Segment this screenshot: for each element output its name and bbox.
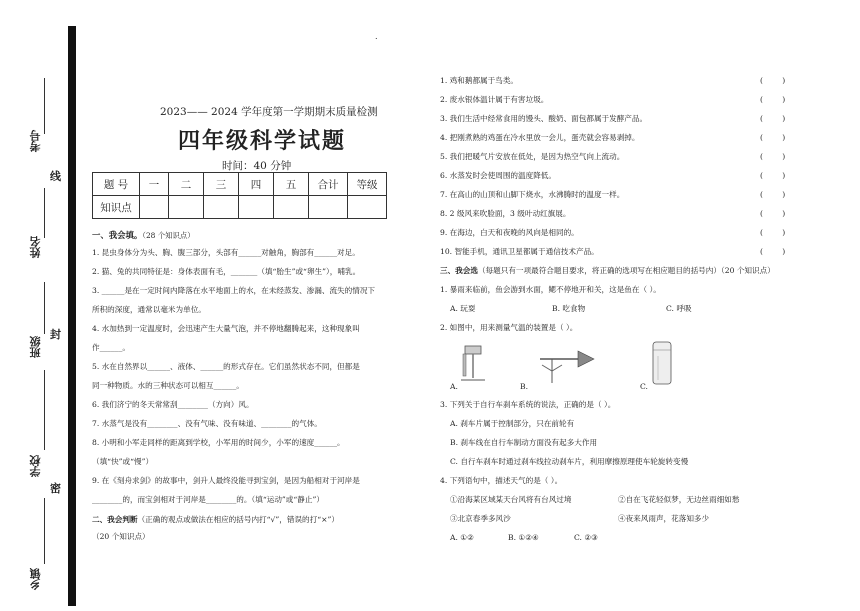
- table-cell: 一: [140, 173, 169, 196]
- table-cell: 四: [239, 173, 274, 196]
- exam-time: 时间：40 分钟: [222, 160, 292, 172]
- fill-question: 同一种物质。水的三种状态可以相互______。: [92, 381, 244, 390]
- wind-vane-figure: [530, 345, 600, 385]
- fill-question: 9. 在《刻舟求剑》的故事中，剑升人最终没能寻到宝剑，是因为船相对于河岸是: [92, 476, 360, 485]
- section2-note: （正确的观点或做法在相应的括号内打“√”，错误的打“×”）: [137, 515, 339, 524]
- exam-number-label: 考号: [29, 130, 42, 152]
- choice-statement: ③北京春季多风沙: [450, 514, 511, 523]
- judge-item: 5. 我们把暖气片安放在低处，是因为热空气向上流动。: [440, 152, 625, 161]
- section1-title: 一、我会填。: [92, 230, 143, 240]
- table-cell: 五: [274, 173, 309, 196]
- score-input-cell[interactable]: [204, 196, 239, 219]
- judge-item: 4. 把刚煮熟的鸡蛋在冷水里放一会儿，蛋壳就会容易剥掉。: [440, 133, 640, 142]
- name-line: [44, 188, 45, 238]
- section3-note: （每题只有一项最符合题目要求，将正确的选项写在相应题目的括号内）（20 个知识点）: [477, 266, 775, 275]
- section3-title: 三、我会选: [440, 266, 478, 275]
- exam-number-line: [44, 78, 45, 134]
- figure-label: C.: [640, 382, 648, 391]
- judge-item: 10. 智能手机，通讯卫星都属于通信技术产品。: [440, 247, 599, 256]
- score-input-cell[interactable]: [274, 196, 309, 219]
- figure-label: B.: [520, 382, 528, 391]
- school-line: [44, 370, 45, 450]
- section2-note2: （20 个知识点）: [92, 532, 150, 541]
- score-input-cell[interactable]: [309, 196, 348, 219]
- score-input-cell[interactable]: [140, 196, 169, 219]
- choice-option: B. 刹车线在自行车制动方面没有起多大作用: [450, 438, 598, 447]
- fill-question: 5. 水在自然界以______、液体、______的形式存在。它们虽然状态不同，但都是: [92, 362, 360, 371]
- section1-note: （28 个知识点）: [142, 231, 195, 240]
- fill-question: 作______。: [92, 343, 130, 352]
- choice-option: C. ②③: [574, 533, 598, 542]
- choice-question: 2. 如图中，用来测量气温的装置是（ ）。: [440, 323, 578, 332]
- class-line: [44, 282, 45, 334]
- judge-item: 9. 在海边，白天和夜晚的风向是相同的。: [440, 228, 579, 237]
- choice-option: C. 呼吸: [666, 304, 692, 313]
- judge-item: 8. 2 级风来吹脸面，3 级叶动红旗展。: [440, 209, 571, 218]
- binding-bar: [68, 26, 76, 606]
- fill-question: 6. 我们济宁的冬天常常刮________（方向）风。: [92, 400, 254, 409]
- score-input-cell[interactable]: [239, 196, 274, 219]
- choice-option: B. 吃食物: [552, 304, 586, 313]
- page-title: 四年级科学试题: [178, 129, 347, 154]
- section2-title: 二、我会判断: [92, 515, 138, 524]
- answer-paren[interactable]: ( ): [760, 228, 786, 237]
- answer-paren[interactable]: ( ): [760, 209, 786, 218]
- township-line: [44, 498, 45, 564]
- table-cell: 三: [204, 173, 239, 196]
- answer-paren[interactable]: ( ): [760, 95, 786, 104]
- fill-question: 7. 水蒸气是没有________、没有气味、没有味道、________的气体。: [92, 419, 322, 428]
- choice-statement: ④夜来风雨声，花落知多少: [618, 514, 710, 523]
- rain-gauge-figure: [650, 338, 674, 388]
- answer-paren[interactable]: ( ): [760, 76, 786, 85]
- seal-char-line: 线: [50, 170, 61, 183]
- score-input-cell[interactable]: [169, 196, 204, 219]
- judge-item: 1. 鸡和鹅都属于鸟类。: [440, 76, 519, 85]
- answer-paren[interactable]: ( ): [760, 114, 786, 123]
- table-cell: 题 号: [93, 173, 140, 196]
- choice-option: A. 刹车片属于控制部分，只在前轮有: [450, 419, 575, 428]
- table-cell: 二: [169, 173, 204, 196]
- choice-option: A. 玩耍: [450, 304, 476, 313]
- page-mark: .: [375, 32, 378, 41]
- fill-question: 1. 昆虫身体分为头、胸、腹三部分，头部有______对触角，胸部有______对足。: [92, 248, 360, 257]
- judge-item: 2. 废水银体温计属于有害垃圾。: [440, 95, 549, 104]
- answer-paren[interactable]: ( ): [760, 190, 786, 199]
- table-cell: 等级: [348, 173, 387, 196]
- judge-item: 6. 水蒸发时会使周围的温度降低。: [440, 171, 556, 180]
- thermometer-stand-figure: [455, 342, 495, 384]
- figure-label: A.: [450, 382, 458, 391]
- choice-question: 1. 暴雨来临前，鱼会游到水面，鳃不停地开和关，这是鱼在（ ）。: [440, 285, 661, 294]
- township-label: 乡镇: [29, 568, 42, 590]
- table-cell: 合计: [309, 173, 348, 196]
- score-input-cell[interactable]: [348, 196, 387, 219]
- name-label: 姓名: [29, 236, 42, 258]
- section2-heading: [92, 515, 339, 525]
- fill-question: 2. 猫、兔的共同特征是：身体表面有毛，_______（填“胎生”或“卵生”），哺乳。: [92, 267, 361, 276]
- fill-question: （填“快”或“慢”）: [92, 457, 154, 466]
- judge-item: 7. 在高山的山顶和山脚下烧水，水沸腾时的温度一样。: [440, 190, 625, 199]
- fill-question: 所积的深度，通常以毫米为单位。: [92, 305, 206, 314]
- choice-option: B. ①②④: [508, 533, 539, 542]
- answer-paren[interactable]: ( ): [760, 171, 786, 180]
- choice-question: 4. 下列语句中，描述天气的是（ ）。: [440, 476, 563, 485]
- answer-paren[interactable]: ( ): [760, 247, 786, 256]
- score-table-header-row: [93, 173, 387, 196]
- choice-statement: ①沿海某区域某天台风将有台风过境: [450, 495, 572, 504]
- table-cell: 知识点: [93, 196, 140, 219]
- exam-subtitle: 2023—— 2024 学年度第一学期期末质量检测: [160, 106, 378, 118]
- score-table-knowledge-row: [93, 196, 387, 219]
- answer-paren[interactable]: ( ): [760, 133, 786, 142]
- section3-heading: [440, 266, 775, 276]
- fill-question: 8. 小明和小军走同样的距离到学校，小军用的时间少，小军的速度______。: [92, 438, 345, 447]
- choice-option: A. ①②: [450, 533, 474, 542]
- fill-question: 3. ______是在一定时间内降落在水平地面上的水，在未经蒸发、渗漏、流失的情况下: [92, 286, 376, 295]
- seal-char-seal: 封: [50, 328, 61, 341]
- judge-item: 3. 我们生活中经常食用的馒头、酸奶、面包都属于发酵产品。: [440, 114, 648, 123]
- score-table: [92, 172, 387, 219]
- fill-question: 4. 水加热到一定温度时，会迅速产生大量气泡，并不停地翻腾起来，这种现象叫: [92, 324, 360, 333]
- seal-char-secret: 密: [50, 482, 61, 495]
- class-label: 班级: [29, 336, 42, 358]
- choice-question: 3. 下列关于自行车刹车系统的说法，正确的是（ ）。: [440, 400, 616, 409]
- choice-option: C. 自行车刹车时通过刹车线拉动刹车片，利用摩擦原理使车轮旋转变慢: [450, 457, 689, 466]
- choice-statement: ②自在飞花轻似梦，无边丝雨细如愁: [618, 495, 740, 504]
- answer-paren[interactable]: ( ): [760, 152, 786, 161]
- school-label: 学校: [29, 455, 42, 477]
- section1-heading: [92, 229, 195, 241]
- fill-question: ________的，而宝剑相对于河岸是________的。（填“运动”或“静止”）: [92, 495, 324, 504]
